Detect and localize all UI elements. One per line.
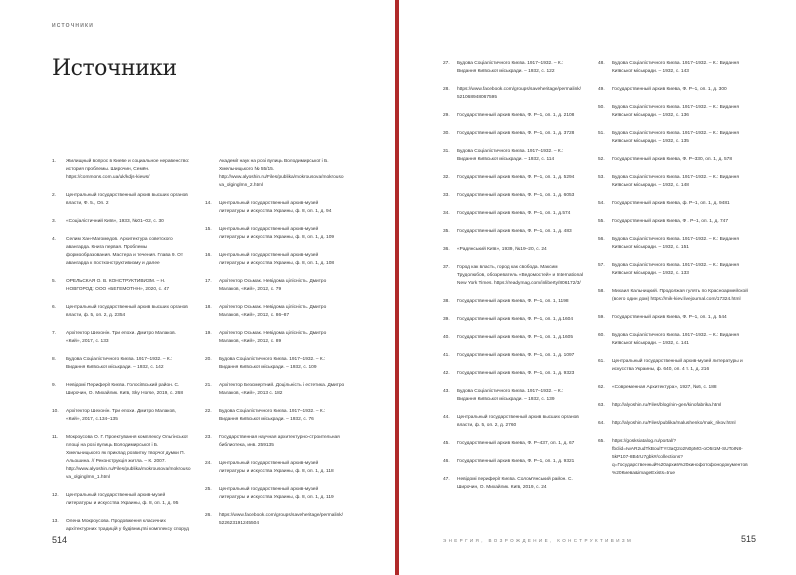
reference-item (52, 192, 192, 208)
reference-text: Государственный архив Киева, Ф. Р–1, оп. 1, д. 300 (612, 87, 727, 92)
reference-item (443, 228, 583, 236)
reference-text: Государственный архив Киева, Ф. Р–1, оп. 1, д. 483 (457, 229, 572, 234)
page-number: 514 (52, 535, 68, 545)
reference-number: 14. (205, 201, 212, 206)
reference-text: Жилищный вопрос в Киеве и социальное неравенство: история проблемы. Широчин, Семён. https://commons.com.ua/uk/kdjs-kiews/ (66, 159, 190, 180)
reference-text: Город как власть, город как свобода. Максим Трудолюбов, обозреватель «Ведомостей» и International New York Times. https://readymag.com/inliberty/806172/3/ (457, 265, 583, 286)
reference-item (52, 408, 192, 424)
reference-number: 28. (443, 87, 450, 92)
right-page (399, 0, 796, 575)
reference-number: 62. (598, 385, 605, 390)
reference-item (443, 148, 583, 164)
reference-text: «Соціалістичний Київ», 1933, №01–02, с. 30 (66, 219, 164, 224)
reference-number: 36. (443, 247, 450, 252)
page-number: 515 (741, 534, 757, 544)
reference-text: Государственный архив Киева, Ф. Р–330, оп. 1, д. 578 (612, 157, 733, 162)
reference-number: 40. (443, 335, 450, 340)
references-column-2 (205, 158, 345, 538)
reference-item (598, 174, 748, 190)
reference-number: 51. (598, 131, 605, 136)
reference-item (205, 460, 345, 476)
reference-number: 5. (52, 279, 57, 284)
reference-item (598, 130, 748, 146)
reference-number: 60. (598, 333, 605, 338)
reference-text: Олена Мокроусова. Продовження класичних архітектурних традицій у будівництві комплексу споруд (66, 519, 189, 532)
reference-text: Центральный государственный архив-музей литературы и искусства Украины, ф. 8, оп. 1, д. 94 (219, 201, 332, 214)
reference-item (443, 334, 583, 342)
reference-number: 26. (205, 513, 212, 518)
reference-number: 12. (52, 493, 59, 498)
reference-number: 58. (598, 289, 605, 294)
reference-item (205, 434, 345, 450)
reference-number: 9. (52, 383, 57, 388)
reference-number: 2. (52, 193, 57, 198)
reference-text: Государственный архив Киева, Ф. Р–1, оп. 1, д. 544 (612, 315, 727, 320)
reference-text: Государственный архив Киева, Ф. Р–1, оп. 1, д.574 (457, 211, 571, 216)
reference-number: 4. (52, 237, 57, 242)
reference-item (443, 388, 583, 404)
reference-number: 41. (443, 353, 450, 358)
reference-text: Будова Соціалістичного Києва. 1917–1932. – К.: Видання Київської міськради. – 1932, с. 76 (219, 409, 326, 422)
reference-item (443, 112, 583, 120)
reference-item (205, 512, 345, 528)
reference-number: 50. (598, 105, 605, 110)
reference-item (52, 278, 192, 294)
reference-item (598, 200, 748, 208)
reference-number: 16. (205, 253, 212, 258)
reference-item (598, 358, 748, 374)
reference-number: 27. (443, 61, 450, 66)
reference-item (443, 316, 583, 324)
reference-item (443, 476, 583, 492)
reference-text: Центральный государственный архив-музей литературы и искусства Украины, ф. 8, оп. 1, д. 109 (219, 227, 335, 240)
reference-item (52, 236, 192, 268)
reference-item (205, 278, 345, 294)
reference-item (205, 226, 345, 242)
reference-text: Государственный архив Киева, Ф. Р–1, оп. 1, д. 5294 (457, 175, 575, 180)
reference-number: 55. (598, 219, 605, 224)
reference-number: 33. (443, 193, 450, 198)
references-column-1 (52, 158, 192, 544)
reference-number: 61. (598, 359, 605, 364)
reference-number: 18. (205, 305, 212, 310)
reference-text: Центральный государственный архив высших органов власти, ф. 5, оп. 2, д. 2354 (66, 305, 188, 318)
reference-item (52, 218, 192, 226)
reference-text: Невідомі периферії Києва. Солом'янський район. С. Широчин, О. Михайлик. Київ, 2019, с. 24 (457, 477, 573, 490)
reference-text: ОРЕЛЬСКАЯ О. В. КОНСТРУКТИВИЗМ. – Н. НОВГОРОД: ООО «БЕГЕМОТНН», 2020, с. 47 (66, 279, 170, 292)
reference-text: Будова Соціалістичного Києва. 1917–1932. – К.: Видання Київської міськради. – 1932, с. 141 (612, 333, 739, 346)
reference-text: Государственный архив Киева, Ф. Р–1, оп. 1, д.1605 (457, 335, 574, 340)
reference-text: Архітектор Шехонін. Три епохи. Дмитро Малаков. «Кий», 2017, с. 133 (66, 331, 176, 344)
reference-text: Центральный государственный архив-музей литературы и искусства Украины, ф. 640, оп. 4 т. 1, д. 216 (612, 359, 743, 372)
reference-item (443, 370, 583, 378)
reference-text: Государственный архив Киева, Ф. Р–437, оп. 1, д. 67 (457, 441, 575, 446)
reference-number: 15. (205, 227, 212, 232)
reference-number: 19. (205, 331, 212, 336)
reference-number: 56. (598, 237, 605, 242)
reference-number: 3. (52, 219, 57, 224)
reference-text: Государственный архив Киева, Ф. Р–1, оп. 1, д.1604 (457, 317, 574, 322)
reference-text: https://www.facebook.com/groups/saveheritage/permalink/521068948067595 (457, 87, 581, 100)
reference-item (52, 382, 192, 398)
reference-item (598, 438, 748, 478)
reference-text: Мокроусова О. Г. Проектування комплексу Ольгінської площі на розі вулиць Володимирської і Б. Хмельницького як приклад розвитку творчої думки П. Альошина. // Реконструкція житла. – К. 2007. http://www.alyoshin.ru/Files/publika/mokrousova/mokrousova_olginglmn_1.html (66, 435, 191, 480)
reference-item (598, 288, 748, 304)
reference-text: Центральный государственный архив-музей литературы и искусства Украины, ф. 8, оп. 1, д. 95 (66, 493, 179, 506)
reference-item (52, 158, 192, 182)
reference-number: 13. (52, 519, 59, 524)
reference-item (598, 384, 748, 392)
reference-item (443, 458, 583, 466)
reference-text: Будова Соціалістичного Києва. 1917–1932. – К.: Видання Київської міськради. – 1932, с. 109 (219, 357, 326, 370)
reference-number: 37. (443, 265, 450, 270)
reference-text: Архітектор Осьмак. Невідома цілісність. Дмитро Малаков, «Кий», 2012, с. 79 (219, 279, 327, 292)
reference-number: 63. (598, 403, 605, 408)
reference-number: 57. (598, 263, 605, 268)
reference-text: Будова Соціалістичного Києва. 1917–1932. – К.: Видання Київської міськради. – 1932, с. 148 (612, 175, 739, 188)
reference-number: 25. (205, 487, 212, 492)
reference-item (52, 492, 192, 508)
reference-number: 11. (52, 435, 59, 440)
reference-number: 24. (205, 461, 212, 466)
reference-item (443, 210, 583, 218)
reference-text: Будова Соціалістичного Києва. 1917–1932. – К.: Видання Київської міськради. – 1932, с. 135 (612, 131, 739, 144)
reference-text: Государственный архив Киева, Ф. Р–1, оп. 1, д. 9323 (457, 371, 575, 376)
references-column-3 (443, 60, 583, 502)
reference-item (598, 402, 748, 410)
reference-text: Центральный государственный архив-музей литературы и искусства Украины, ф. 8, оп. 1, д. 118 (219, 461, 334, 474)
reference-item (52, 330, 192, 346)
reference-item (443, 440, 583, 448)
reference-text: «Радянський Київ», 1939, №19–20, с. 24 (457, 247, 547, 252)
reference-text: Будова Соціалістичного Києва. 1917–1932. – К.: Видання Київської міськради. – 1932, с. 133 (612, 263, 739, 276)
reference-item (598, 86, 748, 94)
reference-text: Государственный архив Киева, Ф. Р–1, оп. 1, д. 9321 (457, 459, 575, 464)
reference-number: 42. (443, 371, 450, 376)
reference-number: 35. (443, 229, 450, 234)
reference-text: http://alyoshin.ru/Files/publika/malushenko/mak_rikov.html (612, 421, 736, 426)
reference-text: Будова Соціалістичного Києва. 1917–1932. – К.: Видання Київської міськради. – 1932, с. 139 (457, 389, 564, 402)
reference-text: Невідомі Периферії Києва. Голосіївський район. С. Широчин, О. Михайлик. Київ, Sky Horse, 2019, с. 268 (66, 383, 184, 396)
reference-text: Государственная научная архитектурно-строительная библиотека, инв. 259135 (219, 435, 340, 448)
reference-text: Государственный архив Киева, Ф. Р–1, оп. 1, д. 6053 (457, 193, 575, 198)
reference-number: 48. (598, 61, 605, 66)
reference-number: 1. (52, 159, 57, 164)
reference-item (443, 352, 583, 360)
reference-item (598, 420, 748, 428)
reference-text: Центральный государственный архив-музей литературы и искусства Украины, ф. 8, оп. 1, д. 119 (219, 487, 334, 500)
reference-number: 53. (598, 175, 605, 180)
reference-number: 6. (52, 305, 57, 310)
reference-item (205, 486, 345, 502)
reference-text: Архітектор Осьмак. Невідома цілісність. Дмитро Малаков, «Кий», 2012, с. 86–87 (219, 305, 327, 318)
reference-text: Центральный государственный архив-музей литературы и искусства Украины, ф. 8, оп. 1, д. 108 (219, 253, 335, 266)
reference-item (598, 104, 748, 120)
reference-item (205, 408, 345, 424)
reference-item (52, 304, 192, 320)
reference-number: 43. (443, 389, 450, 394)
reference-item (598, 262, 748, 278)
reference-text: Государственный архив Киева, Ф. Р–1, оп. 1, д. 3728 (457, 131, 575, 136)
reference-text: Будова Соціалістичного Києва. 1917–1932. – К.: Видання Київської міськради. – 1932, с. 114 (457, 149, 564, 162)
reference-item (52, 518, 192, 534)
reference-number: 23. (205, 435, 212, 440)
page-title: Источники (52, 56, 177, 81)
reference-number: 30. (443, 131, 450, 136)
reference-item (205, 382, 345, 398)
reference-item (52, 434, 192, 482)
reference-item (205, 356, 345, 372)
reference-text: Центральный государственный архив высших органов власти, Ф. 5., Оп. 2 (66, 193, 188, 206)
reference-item (205, 304, 345, 320)
reference-item (443, 298, 583, 306)
reference-item (443, 414, 583, 430)
reference-text: Центральный государственный архив высших органов власти, ф. 5, оп. 2, д. 2760 (457, 415, 579, 428)
reference-item (598, 218, 748, 226)
reference-item (598, 236, 748, 252)
left-page (0, 0, 395, 575)
reference-item (52, 356, 192, 372)
reference-number: 29. (443, 113, 450, 118)
reference-text: Архітектор Шехонін. Три епохи. Дмитро Малаков, «Кий», 2017, с.134–135 (66, 409, 176, 422)
reference-number: 38. (443, 299, 450, 304)
reference-text: Будова Соціалістичного Києва. 1917–1932. – К.: Видання Київської міськради. – 1932, с. 143 (612, 61, 739, 74)
reference-text: «Современная Архитектура», 1927, №6, с. 188 (612, 385, 717, 390)
reference-number: 39. (443, 317, 450, 322)
reference-text: Будова Соціалістичного Києва. 1917–1932. – К.: Видання Київської міськради. – 1932, с. 142 (66, 357, 173, 370)
reference-number: 49. (598, 87, 605, 92)
reference-number: 46. (443, 459, 450, 464)
reference-item (205, 200, 345, 216)
reference-number: 52. (598, 157, 605, 162)
reference-text: Архітектор Безсмертний. Доцільність і естетика. Дмитро Малаков, «Кий», 2013 с. 182 (219, 383, 345, 396)
reference-continuation: Академії наук на розі вулиць Володимирської і Б. Хмельницького № 55/15. http://www.alyoshin.ru/Files/publika/mokrousova/mokrousova_olginglmn_2.html (219, 159, 344, 188)
reference-number: 32. (443, 175, 450, 180)
reference-number: 8. (52, 357, 57, 362)
running-head: ИСТОЧНИКИ (52, 23, 95, 29)
reference-number: 31. (443, 149, 450, 154)
reference-item (443, 60, 583, 76)
reference-item (205, 330, 345, 346)
reference-item (598, 332, 748, 348)
reference-text: Селим Хан-Магомедов. Архитектура советского авангарда. Книга первая. Проблемы формообразования. Мастера и течения. Глава 9. От авангарда к постконструктивизму и далее (66, 237, 184, 266)
reference-number: 10. (52, 409, 59, 414)
reference-number: 22. (205, 409, 212, 414)
reference-text: Будова Соціалістичного Києва. 1917–1932. – К.: Видання Київської міськради. – 1932, с. 151 (612, 237, 739, 250)
running-foot: ЭНЕРГИЯ, ВОЗРОЖДЕНИЕ, КОНСТРУКТИВИЗМ (443, 538, 634, 543)
reference-number: 7. (52, 331, 57, 336)
reference-item (598, 314, 748, 322)
reference-item (443, 130, 583, 138)
reference-item (443, 192, 583, 200)
reference-item (598, 60, 748, 76)
reference-number: 45. (443, 441, 450, 446)
reference-text: Архітектор Осьмак. Невідома цілісність. Дмитро Малаков, «Кий», 2012, с. 89 (219, 331, 327, 344)
reference-text: Государственный архив Киева, Ф. Р–1, оп. 1, 1198 (457, 299, 569, 304)
reference-text: http://alyoshin.ru/Files/blog/nin-gen/kinofabrika.html (612, 403, 722, 408)
reference-number: 20. (205, 357, 212, 362)
reference-text: https://gosksiatalog.ru/portal/?fbclid=IwAR2udTkBoulTYr3aQ2o2N0pMG-oO5I1M-SUToIN8-5kP107-8B4rU7gbk#/collections?q=Государственный%20архив%20кинофотофонодокументов%20Киева&imageExists=true (612, 439, 748, 476)
reference-number: 17. (205, 279, 212, 284)
reference-text: Михаил Кальницкий. Продолжая гулять по Красноармейской (всего один дом) https://mik-kiev.livejournal.com/17324.html (612, 289, 748, 302)
reference-text: Государственный архив Киева, ф. Р–1, оп. 1, д. 9481 (612, 201, 730, 206)
reference-number: 44. (443, 415, 450, 420)
reference-item (443, 86, 583, 102)
reference-text: Государственный архив Киева, Ф. Р–1, оп. 1, д. 2108 (457, 113, 575, 118)
reference-number: 54. (598, 201, 605, 206)
reference-number: 65. (598, 439, 605, 444)
reference-text: Государственный архив Киева, Ф . Р–1, оп. 1, д. 747 (612, 219, 729, 224)
reference-number: 21. (205, 383, 212, 388)
reference-item (598, 156, 748, 164)
reference-number: 34. (443, 211, 450, 216)
reference-item (443, 246, 583, 254)
reference-text: https://www.facebook.com/groups/saveheritage/permalink/522623191245504 (219, 513, 343, 526)
reference-item (205, 252, 345, 268)
reference-item (443, 174, 583, 182)
reference-text: Будова Соціалістичного Києва. 1917–1932. – К.: Видання Київської міськради. – 1932, с. 136 (612, 105, 739, 118)
reference-item (443, 264, 583, 288)
references-column-4 (598, 60, 748, 488)
reference-number: 47. (443, 477, 450, 482)
reference-text: Будова Соціалістичного Києва. 1917–1932. – К.: Видання Київської міськради. – 1932, с. 122 (457, 61, 564, 74)
reference-text: Государственный архив Киева, Ф. Р–1, оп. 1, д. 1097 (457, 353, 575, 358)
reference-number: 59. (598, 315, 605, 320)
reference-number: 64. (598, 421, 605, 426)
